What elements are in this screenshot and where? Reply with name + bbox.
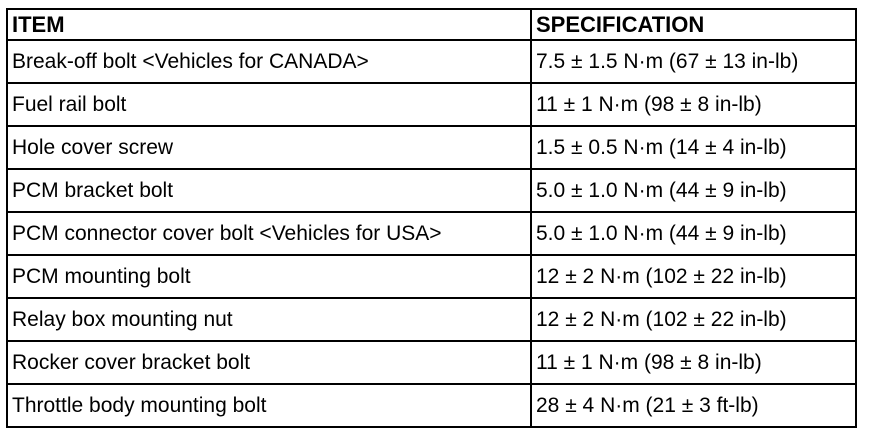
table-row [7, 83, 856, 126]
header-item: ITEM [7, 9, 531, 40]
spec-cell: 5.0 ± 1.0 N·m (44 ± 9 in-lb) [531, 169, 856, 212]
table-row [7, 40, 856, 83]
spec-cell: 12 ± 2 N·m (102 ± 22 in-lb) [531, 255, 856, 298]
item-cell: PCM bracket bolt [7, 169, 531, 212]
spec-cell: 11 ± 1 N·m (98 ± 8 in-lb) [531, 83, 856, 126]
item-cell: Fuel rail bolt [7, 83, 531, 126]
item-cell: Relay box mounting nut [7, 298, 531, 341]
item-cell: Throttle body mounting bolt [7, 384, 531, 427]
table-row [7, 169, 856, 212]
spec-cell: 5.0 ± 1.0 N·m (44 ± 9 in-lb) [531, 212, 856, 255]
spec-cell: 12 ± 2 N·m (102 ± 22 in-lb) [531, 298, 856, 341]
table-header-row [7, 9, 856, 40]
table-row [7, 384, 856, 427]
torque-spec-table [6, 8, 857, 428]
item-cell: PCM mounting bolt [7, 255, 531, 298]
table-row [7, 212, 856, 255]
table-row [7, 341, 856, 384]
spec-cell: 1.5 ± 0.5 N·m (14 ± 4 in-lb) [531, 126, 856, 169]
item-cell: PCM connector cover bolt <Vehicles for USA> [7, 212, 531, 255]
table-row [7, 126, 856, 169]
table-row [7, 255, 856, 298]
item-cell: Break-off bolt <Vehicles for CANADA> [7, 40, 531, 83]
item-cell: Rocker cover bracket bolt [7, 341, 531, 384]
spec-cell: 28 ± 4 N·m (21 ± 3 ft-lb) [531, 384, 856, 427]
spec-cell: 7.5 ± 1.5 N·m (67 ± 13 in-lb) [531, 40, 856, 83]
spec-cell: 11 ± 1 N·m (98 ± 8 in-lb) [531, 341, 856, 384]
header-specification: SPECIFICATION [531, 9, 856, 40]
table-row [7, 298, 856, 341]
item-cell: Hole cover screw [7, 126, 531, 169]
